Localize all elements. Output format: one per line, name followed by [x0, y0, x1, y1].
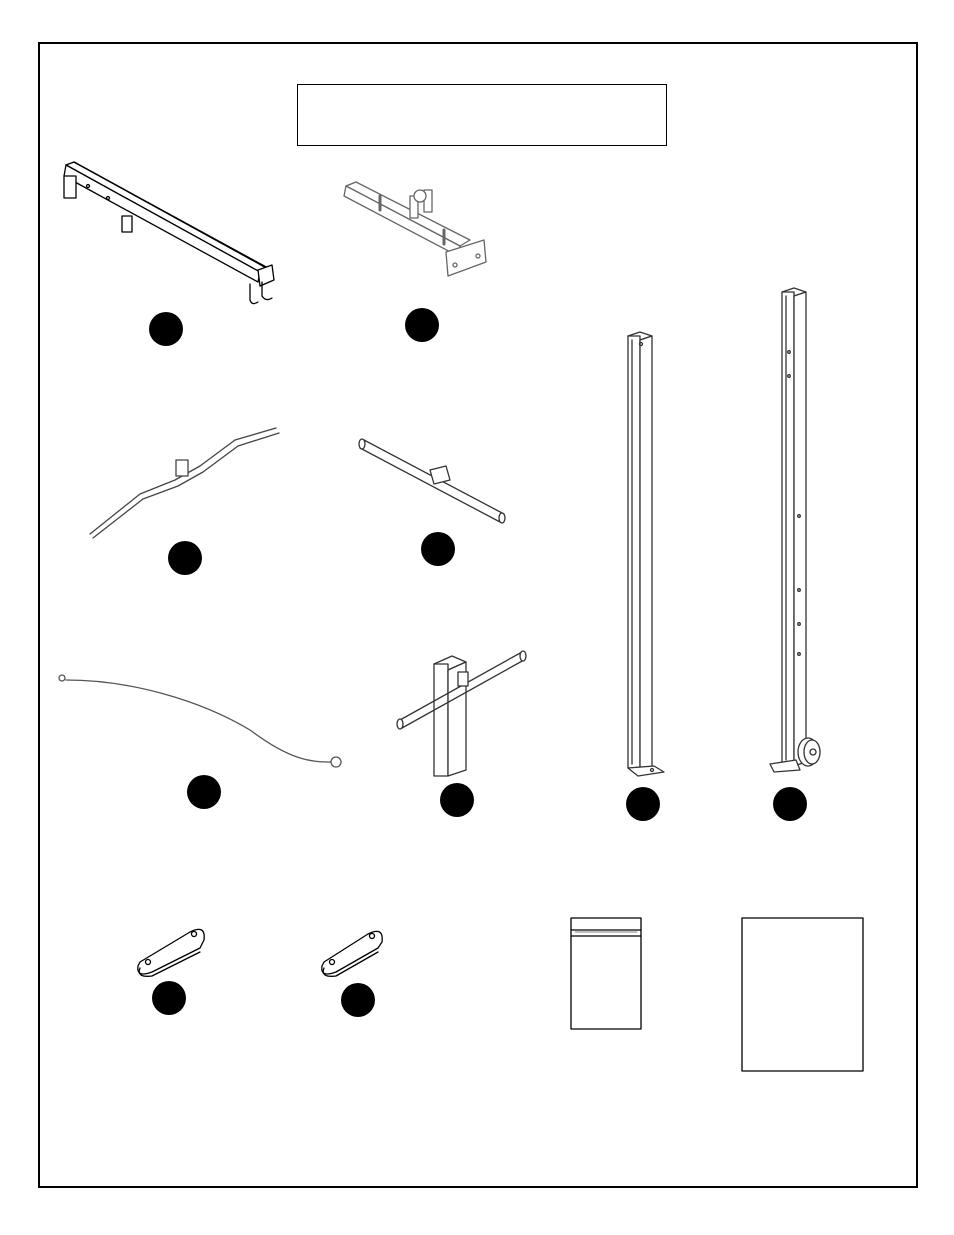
upright-icon — [628, 332, 664, 776]
part-marker — [341, 983, 375, 1017]
lat-bar-icon — [90, 428, 279, 538]
link-plate-icon — [322, 931, 382, 976]
part-marker — [152, 981, 186, 1015]
pulley-upright-icon — [770, 288, 820, 772]
link-plate-icon — [138, 929, 204, 976]
manual-icon — [742, 918, 863, 1071]
cable-icon — [59, 675, 341, 767]
part-marker — [421, 532, 455, 566]
part-marker — [187, 775, 221, 809]
lower-frame-icon — [344, 182, 486, 276]
part-marker — [168, 541, 202, 575]
post-with-bar-icon — [397, 651, 526, 776]
hardware-bag-icon — [571, 918, 641, 1029]
straight-bar-icon — [359, 439, 505, 523]
boom-arm-icon — [64, 162, 274, 304]
part-marker — [773, 787, 807, 821]
part-marker — [149, 312, 183, 346]
part-marker — [626, 787, 660, 821]
part-marker — [440, 783, 474, 817]
part-marker — [405, 308, 439, 342]
